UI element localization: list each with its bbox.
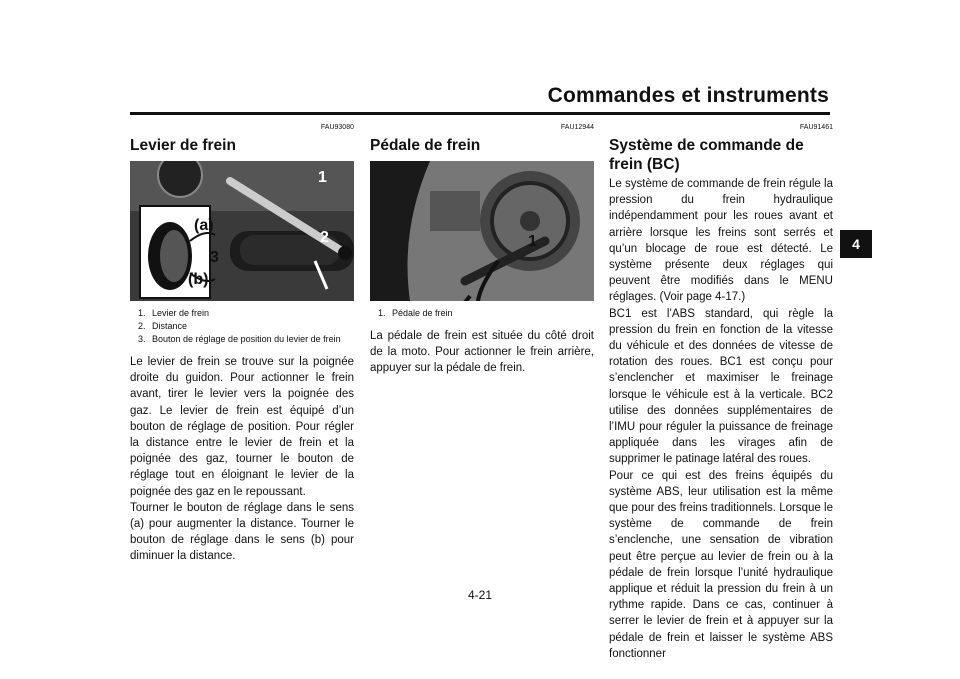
- paragraph: La pédale de frein est située du côté droit de la moto. Pour actionner le frein arrière, appuyer sur la pédale de frein.: [370, 330, 594, 375]
- callout-3: 3: [210, 249, 219, 266]
- caption-item: 1. Pédale de frein: [378, 308, 453, 318]
- page-header-title: Commandes et instruments: [547, 84, 829, 107]
- brake-lever-figure: [130, 161, 354, 301]
- caption-item: 2. Distance: [138, 321, 188, 331]
- brake-pedal-illustration: [370, 161, 594, 301]
- header-rule: [130, 112, 830, 115]
- callout-2: 2: [320, 229, 329, 246]
- paragraph: BC1 est l’ABS standard, qui règle la pression du frein en fonction de la vitesse du véhicule et des données de vitesse de rotation des roues. BC1 est conçu pour s’enclencher et maximiser le freinage lorsque le véhicule est à la verticale. BC2 utilise des données supplémentaires de l’IMU pour réguler la puissance de freinage appliquée dans les virages afin de supprimer le patinage latéral des roues.: [609, 307, 833, 466]
- callout-1: 1: [318, 169, 327, 186]
- caption-item: 3. Bouton de réglage de position du levier de frein: [138, 334, 341, 344]
- paragraph: Pour ce qui est des freins équipés du système ABS, leur utilisation est la même que pour des freins traditionnels. Lorsque le système de commande de frein s’enclenche, une sensation de vibration peut être perçue au levier de frein ou à la pédale de frein lorsque l’unité hydraulique applique et réduit la pression du frein à un rythme rapide. Dans ce cas, continuer à serrer le levier de frein et à appuyer sur la pédale de frein et laisser le système ABS fonctionner: [609, 469, 833, 660]
- paragraph: Tourner le bouton de réglage dans le sens (a) pour augmenter la distance. Tourner le bouton de réglage dans le sens (b) pour diminuer la distance.: [130, 501, 354, 563]
- section-title: Levier de frein: [130, 137, 236, 154]
- paragraph: Le système de commande de frein régule la pression du frein hydraulique indépendamment pour les roues avant et arrière lorsque les freins sont serrés et qu’un blocage de roue est détecté. Le système présente deux réglages qui peuvent être modifiés dans le MENU réglages. (Voir page 4-17.): [609, 178, 833, 304]
- callout-1: 1: [528, 233, 537, 250]
- section-brake-pedal: [370, 120, 594, 377]
- section-title: Pédale de frein: [370, 137, 481, 154]
- figure-captions: [130, 307, 354, 346]
- section-code: FAU91461: [799, 124, 833, 131]
- figure-captions: [370, 307, 594, 320]
- callout-b: (b): [188, 271, 209, 288]
- brake-pedal-figure: [370, 161, 594, 301]
- section-brake-control-system: [609, 120, 833, 662]
- caption-item: 1. Levier de frein: [138, 308, 210, 318]
- section-code: FAU12944: [560, 124, 594, 131]
- paragraph: Le levier de frein se trouve sur la poignée droite du guidon. Pour actionner le frein avant, tirer le levier vers la poignée des gaz. Le levier de frein est équipé d’un bouton de réglage de position. Pour régler la distance entre le levier de frein et la poignée des gaz, tourner le bouton de réglage tout en éloignant le levier de la poignée des gaz en le repoussant.: [130, 356, 354, 498]
- section-title: Système de commande de frein (BC): [609, 137, 804, 173]
- chapter-tab: 4: [840, 230, 872, 258]
- section-body: [130, 354, 354, 565]
- section-brake-lever: [130, 120, 354, 565]
- callout-a: (a): [194, 217, 214, 234]
- section-code: FAU93080: [320, 124, 354, 131]
- section-body: [370, 328, 594, 377]
- page-number: 4-21: [467, 588, 493, 602]
